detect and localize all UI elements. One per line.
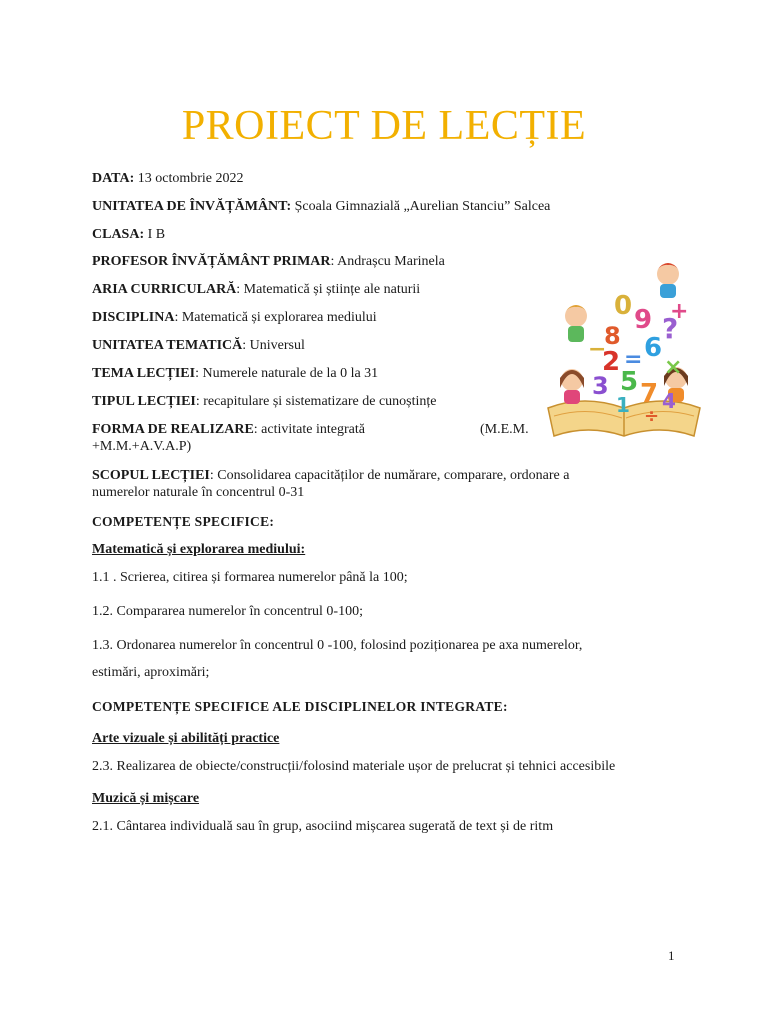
svg-text:8: 8	[604, 322, 621, 350]
svg-text:−: −	[588, 337, 607, 362]
field-aria: ARIA CURRICULARĂ: Matematică și științe ale naturii	[92, 282, 421, 297]
svg-text:0: 0	[614, 291, 633, 321]
svg-text:7: 7	[640, 379, 659, 409]
mem-heading: Matematică și explorarea mediului:	[92, 542, 306, 557]
svg-text:=: =	[624, 347, 643, 372]
svg-text:1: 1	[616, 393, 630, 417]
svg-text:5: 5	[620, 367, 639, 397]
kids-with-numbers-illustration-icon	[544, 258, 704, 442]
svg-text:6: 6	[644, 333, 663, 363]
field-profesor: PROFESOR ÎNVĂȚĂMÂNT PRIMAR: Andrașcu Marinela	[92, 254, 445, 269]
svg-text:3: 3	[592, 372, 609, 400]
field-tipul: TIPUL LECȚIEI: recapitulare și sistematizare de cunoștințe	[92, 394, 437, 409]
mem-item-1: 1.1 . Scrierea, citirea și formarea numerelor până la 100;	[92, 570, 408, 585]
field-unitatea: UNITATEA DE ÎNVĂȚĂMÂNT: Școala Gimnazială „Aurelian Stanciu” Salcea	[92, 199, 551, 214]
mem-item-2: 1.2. Compararea numerelor în concentrul 0-100;	[92, 604, 363, 619]
mm-item: 2.1. Cântarea individuală sau în grup, asociind mișcarea sugerată de text și de ritm	[92, 819, 554, 834]
avap-heading: Arte vizuale și abilități practice	[92, 731, 280, 746]
page-number: 1	[668, 948, 675, 963]
field-scop-cont: numerelor naturale în concentrul 0-31	[92, 485, 305, 500]
svg-text:÷: ÷	[644, 406, 660, 427]
mem-item-3: 1.3. Ordonarea numerelor în concentrul 0 -100, folosind poziționarea pe axa numerelor,	[92, 638, 583, 653]
field-scop: SCOPUL LECȚIEI: Consolidarea capacităților de numărare, comparare, ordonare a	[92, 468, 570, 483]
mem-item-3-cont: estimări, aproximări;	[92, 665, 210, 680]
competente-heading: COMPETENȚE SPECIFICE:	[92, 514, 275, 529]
svg-text:2: 2	[602, 347, 621, 377]
field-data: DATA: 13 octombrie 2022	[92, 171, 244, 186]
field-forma: FORMA DE REALIZARE: activitate integrată	[92, 422, 365, 437]
field-tema: TEMA LECȚIEI: Numerele naturale de la 0 la 31	[92, 366, 379, 381]
svg-text:9: 9	[634, 305, 653, 335]
svg-text:4: 4	[662, 389, 676, 413]
field-forma-code-cont: +M.M.+A.V.A.P)	[92, 439, 192, 454]
svg-text:+: +	[670, 299, 689, 324]
page-title: PROIECT DE LECȚIE	[181, 103, 587, 149]
mm-heading: Muzică și mișcare	[92, 791, 200, 806]
svg-text:?: ?	[662, 312, 679, 345]
svg-text:×: ×	[664, 355, 683, 380]
field-unitatea-tematica: UNITATEA TEMATICĂ: Universul	[92, 338, 305, 353]
integrate-heading: COMPETENȚE SPECIFICE ALE DISCIPLINELOR INTEGRATE:	[92, 699, 508, 714]
avap-item: 2.3. Realizarea de obiecte/construcții/folosind materiale ușor de prelucrat și tehnici accesibile	[92, 759, 616, 774]
field-forma-code: (M.E.M.	[480, 422, 529, 437]
field-disciplina: DISCIPLINA: Matematică și explorarea mediului	[92, 310, 377, 325]
field-clasa: CLASA: I B	[92, 227, 166, 242]
